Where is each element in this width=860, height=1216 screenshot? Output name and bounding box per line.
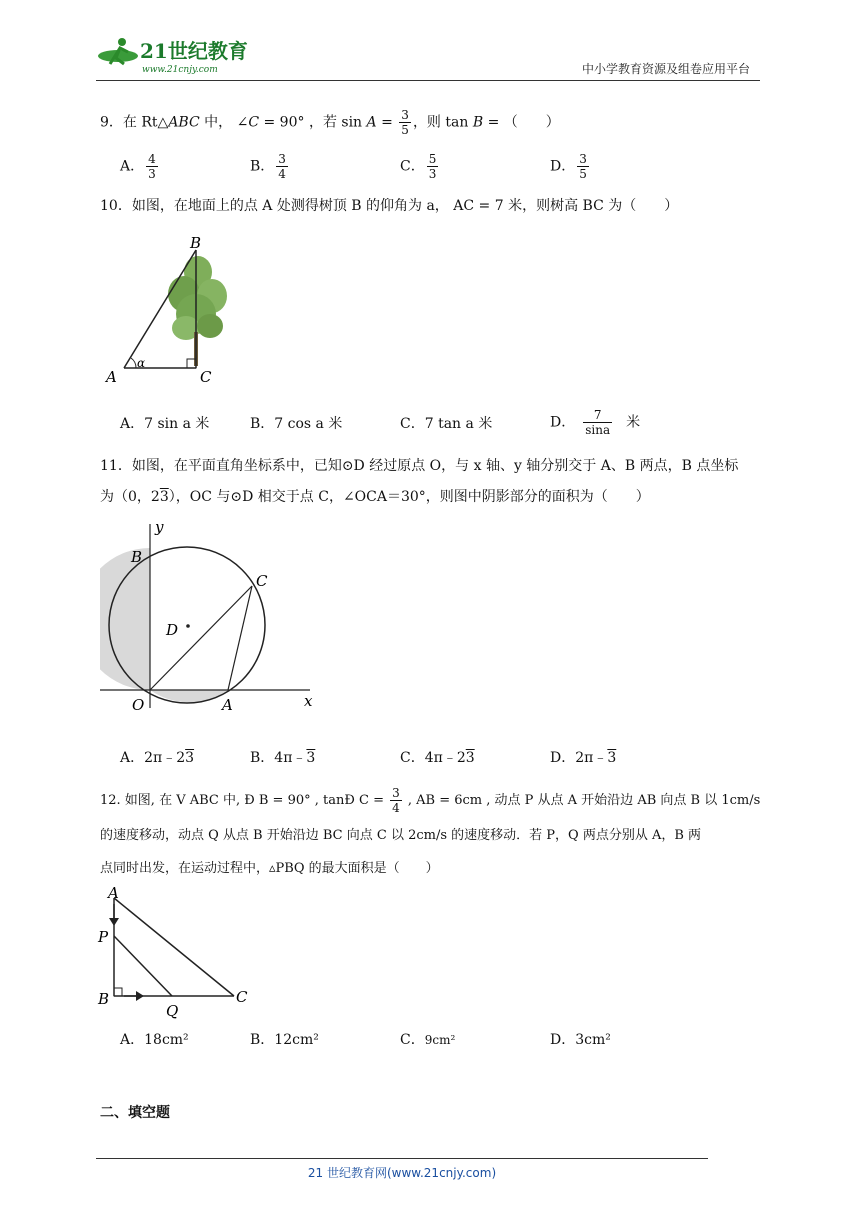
label-y: y (155, 518, 164, 536)
q11-option-d[interactable] (550, 748, 616, 768)
q9-frac-num: 3 (401, 108, 409, 122)
q12-frac-num: 3 (392, 786, 400, 800)
option-label: A． (120, 158, 145, 175)
q9-fraction (399, 108, 411, 137)
option-label: B． (250, 1032, 275, 1048)
tree-foliage-icon (168, 256, 227, 366)
q9-option-a[interactable] (120, 152, 160, 181)
option-text: 7 cos a 米 (274, 416, 343, 432)
question-12-line3: 点同时出发，在运动过程中，▵PBQ 的最大面积是（ ） (100, 861, 439, 876)
question-9 (100, 108, 560, 137)
segment-ca (228, 586, 252, 690)
q11-text: 为（0，2 (100, 489, 160, 505)
header-platform-name: 中小学教育资源及组卷应用平台 (581, 62, 750, 76)
option-label: C． (400, 1032, 425, 1048)
page-header (96, 34, 760, 82)
label-q: Q (166, 1002, 179, 1020)
option-text: 2π﹣ (575, 750, 608, 766)
segment-pq (114, 936, 172, 996)
frac-den: 3 (428, 167, 437, 181)
q12-triangle-figure (94, 884, 264, 1020)
q11-circle-figure (100, 518, 330, 718)
q10-option-c[interactable] (400, 414, 492, 434)
label-p: P (98, 928, 109, 946)
option-text: 12cm² (274, 1032, 319, 1048)
shaded-segment-bottom (150, 690, 228, 702)
question-12-line2: 的速度移动，动点 Q 从点 B 开始沿边 BC 向点 C 以 2cm/s 的速度移动．若 P，Q 两点分别从 A，B 两 (100, 828, 702, 843)
q9-var: B (472, 114, 484, 131)
footer-link[interactable]: 21 世纪教育网(www.21cnjy.com) (307, 1166, 497, 1180)
right-angle-mark (114, 988, 122, 996)
option-label: C． (400, 416, 425, 432)
frac-den: 4 (278, 167, 286, 181)
q9-option-c[interactable] (400, 152, 440, 181)
frac-num: 4 (148, 152, 156, 166)
q11-option-a[interactable] (120, 748, 194, 768)
label-a: A (106, 368, 117, 386)
frac-num: 3 (278, 152, 286, 166)
question-10: 10．如图，在地面上的点 A 处测得树顶 B 的仰角为 a， AC = 7 米，则树高 BC 为（ ） (100, 198, 679, 214)
option-text: 7 sin a 米 (144, 416, 210, 432)
question-11-line1: 11．如图，在平面直角坐标系中，已知⊙D 经过原点 O，与 x 轴、y 轴分别交于 A、B 两点，B 点坐标 (100, 458, 739, 474)
label-c: C (256, 572, 268, 590)
option-sqrt: 3 (465, 750, 475, 766)
option-text: 4π﹣ (274, 750, 307, 766)
frac-den: 3 (148, 167, 156, 181)
option-label: B． (250, 158, 275, 175)
q9-text: ，则 tan (412, 114, 473, 131)
label-b: B (190, 234, 202, 252)
frac-num: 5 (428, 152, 437, 166)
q10-tree-figure (100, 232, 240, 392)
label-b: B (98, 990, 110, 1008)
option-text: 7 tan a 米 (424, 416, 493, 432)
q9-option-b[interactable] (250, 152, 290, 181)
question-12-line1 (100, 786, 760, 815)
option-label: D． (550, 414, 576, 431)
shaded-segment-left (100, 548, 150, 690)
option-text: 4π﹣2 (424, 750, 466, 766)
option-sqrt: 3 (306, 750, 316, 766)
logo-text: 21世纪教育 (140, 39, 248, 63)
label-o: O (132, 696, 145, 714)
header-divider (96, 80, 760, 81)
q9-frac-den: 5 (401, 123, 409, 137)
q10-option-b[interactable] (250, 414, 342, 434)
option-label: C． (400, 158, 425, 175)
option-label: B． (250, 750, 275, 766)
q12-option-d[interactable] (550, 1030, 611, 1050)
q12-frac-den: 4 (392, 801, 400, 815)
option-label: A． (120, 1032, 145, 1048)
option-label: B． (250, 416, 275, 432)
label-c: C (200, 368, 212, 386)
angle-arc (131, 358, 136, 368)
option-sqrt: 3 (607, 750, 617, 766)
option-label: D． (550, 1032, 576, 1048)
label-b: B (131, 548, 143, 566)
option-fraction (146, 152, 158, 181)
q11-option-c[interactable] (400, 748, 475, 768)
q10-option-d[interactable] (550, 408, 640, 437)
label-d: D (166, 621, 179, 639)
option-sqrt: 3 (185, 750, 195, 766)
q9-var: C (248, 114, 260, 131)
option-label: D． (550, 158, 576, 175)
q11-sqrt: 3 (159, 489, 169, 505)
label-alpha: α (137, 356, 146, 370)
q9-var: A (366, 114, 377, 131)
option-suffix: 米 (626, 414, 641, 431)
q9-text: 在 Rt△ (122, 114, 169, 131)
option-label: C． (400, 750, 425, 766)
q12-option-a[interactable] (120, 1030, 189, 1050)
label-x: x (304, 692, 313, 710)
logo-runner-head (118, 38, 126, 46)
option-fraction (276, 152, 288, 181)
label-a: A (108, 884, 119, 902)
option-fraction (583, 408, 612, 437)
section-title: 二、填空题 (100, 1105, 170, 1121)
q9-number: 9． (100, 114, 123, 131)
frac-den: sina (585, 423, 611, 437)
q11-text: ），OC 与⊙D 相交于点 C，∠OCA＝30°，则图中阴影部分的面积为（ ） (168, 489, 650, 505)
question-11-line2 (100, 487, 650, 507)
q12-option-b[interactable] (250, 1030, 319, 1050)
q12-text: 12. 如图, 在 V ABC 中, Ð B = 90° , tanÐ C = (100, 793, 389, 808)
q9-text: = (376, 114, 398, 131)
q12-text: , AB = 6cm , 动点 P 从点 A 开始沿边 AB 向点 B 以 1cm/s (403, 793, 761, 808)
option-label: A． (120, 750, 145, 766)
q12-fraction (390, 786, 402, 815)
frac-num: 3 (579, 152, 587, 166)
frac-den: 5 (579, 167, 587, 181)
label-c: C (236, 988, 248, 1006)
q12-option-c[interactable] (400, 1030, 455, 1050)
q9-text: = 90° ，若 sin (259, 114, 367, 131)
option-text: 3cm² (575, 1032, 611, 1048)
q9-text: = （ ） (483, 114, 560, 131)
option-text: 2π﹣2 (144, 750, 186, 766)
logo-url: www.21cnjy.com (142, 65, 218, 75)
option-label: A． (120, 416, 145, 432)
footer-divider (96, 1158, 708, 1159)
q9-option-d[interactable] (550, 152, 591, 181)
q9-var: ABC (168, 114, 200, 131)
arrow-right-icon (136, 991, 144, 1001)
label-a: A (222, 696, 233, 714)
q11-option-b[interactable] (250, 748, 315, 768)
logo (96, 34, 261, 76)
center-point-d (186, 624, 190, 628)
q9-text: 中， ∠ (199, 114, 249, 131)
side-ac (114, 898, 234, 996)
option-fraction (427, 152, 439, 181)
arrow-down-icon (109, 918, 119, 926)
q10-option-a[interactable] (120, 414, 209, 434)
option-label: D． (550, 750, 576, 766)
frac-num: 7 (583, 408, 612, 423)
option-fraction (577, 152, 589, 181)
option-text: 9cm² (424, 1033, 456, 1047)
option-text: 18cm² (144, 1032, 189, 1048)
